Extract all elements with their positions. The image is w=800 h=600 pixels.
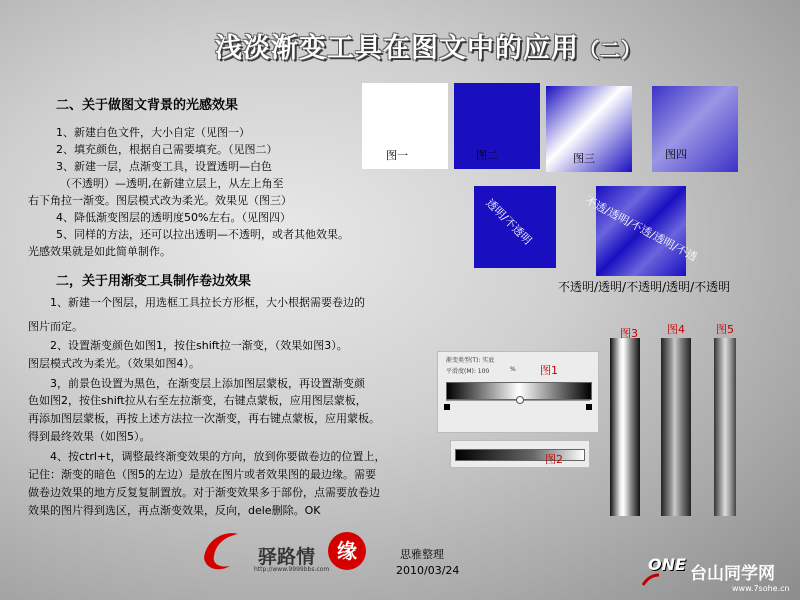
figure-2-label: 图二 [476,149,498,162]
s1-line-7: 5、同样的方法，还可以拉出透明—不透明，或者其他效果。 [56,228,349,241]
figure-1-label: 图一 [386,149,408,162]
gradient-editor-panel-1 [437,351,599,433]
logo-url: http://www.9999bbs.com [254,566,330,573]
cylinder-5-label: 图5 [716,323,734,336]
gradient-caption: 不透明/透明/不透明/透明/不透明 [558,280,731,294]
one-logo: ONE [648,555,686,574]
cylinder-fig5 [714,338,736,516]
site-name: 台山同学网 [690,564,775,584]
title-sub: （二） [579,38,642,62]
s2-line-6: 色如图2，按住shift拉从右至左拉渐变，右键点蒙板，应用图层蒙板， [28,394,367,407]
gradient-editor-panel-2 [450,440,590,468]
one-swoosh-icon [642,572,660,586]
small-rotated-text: 透明/不透明 [483,196,535,248]
s1-line-1: 1、新建白色文件，大小自定（见图一） [56,126,250,139]
s1-line-2: 2、填充颜色，根据自己需要填充。（见图二） [56,143,278,156]
cylinder-fig3 [610,338,640,516]
smoothness-unit: % [510,366,516,373]
s2-line-12: 效果的图片得到选区，再点渐变效果，反向，dele删除。OK [28,504,321,517]
smoothness-label: 平滑度(M): 100 [446,368,490,375]
s2-line-3: 2、设置渐变颜色如图1，按住shift拉一渐变，（效果如图3）。 [50,339,348,352]
s2-line-7: 再添加图层蒙板，再按上述方法拉一次渐变，再右键点蒙板，应用蒙板。 [28,412,380,425]
cylinder-4-label: 图4 [667,323,685,336]
section1-heading: 二、关于做图文背景的光感效果 [56,98,239,113]
page-title [215,26,642,65]
s1-line-8: 光感效果就是如此简单制作。 [28,245,171,258]
s2-line-10: 记住：渐变的暗色（图5的左边）是放在图片或者效果图的最边缘。需要 [28,468,376,481]
big-rotated-text: 不透/透明/不透/透明/不透 [582,193,700,264]
s2-line-1: 1、新建一个图层，用选框工具拉长方形框，大小根据需要卷边的 [50,296,365,309]
cylinder-3-label: 图3 [620,327,638,340]
color-stop-left[interactable] [444,404,450,410]
site-url: www.7sohe.cn [732,584,790,593]
s2-line-11: 做卷边效果的地方反复复制置放。对于渐变效果多于部份，点需要放卷边 [28,486,380,499]
gradient-type-label: 渐变类型(T): 实底 [446,357,495,364]
figure-3-label: 图三 [573,152,595,165]
figure-4-label: 图四 [665,148,687,161]
s1-line-5: 右下角拉一渐变。图层模式改为柔光。效果见（图三） [28,194,292,207]
logo-seal: 缘 [328,532,366,570]
s1-line-4: （不透明）—透明,在新建立层上，从左上角至 [60,177,284,190]
s1-line-6: 4、降低渐变图层的透明度50%左右。（见图四） [56,211,291,224]
gradient-1-label: 图1 [540,364,558,377]
title-main: 浅淡渐变工具在图文中的应用 [215,33,579,64]
gradient-2-label: 图2 [545,453,563,466]
author: 思雅整理 [400,548,444,561]
s1-line-3: 3、新建一层，点渐变工具，设置透明—白色 [56,160,272,173]
logo-text: 驿路情 [258,546,316,568]
s2-line-8: 得到最终效果（如图5）。 [28,430,151,443]
cylinder-fig4 [661,338,691,516]
s2-line-4: 图层模式改为柔光。（效果如图4）。 [28,357,200,370]
date: 2010/03/24 [396,564,460,577]
gradient-bar-2[interactable] [455,449,585,461]
section2-heading: 二，关于用渐变工具制作卷边效果 [56,274,252,289]
color-stop-right[interactable] [586,404,592,410]
s2-line-9: 4、按ctrl+t，调整最终渐变效果的方向，放到你要做卷边的位置上， [50,450,386,463]
midpoint-handle[interactable] [516,396,524,404]
red-swirl-logo [200,528,242,572]
s2-line-5: 3，前景色设置为黑色，在渐变层上添加图层蒙板，再设置渐变颜 [50,377,365,390]
s2-line-2: 图片而定。 [28,320,83,333]
